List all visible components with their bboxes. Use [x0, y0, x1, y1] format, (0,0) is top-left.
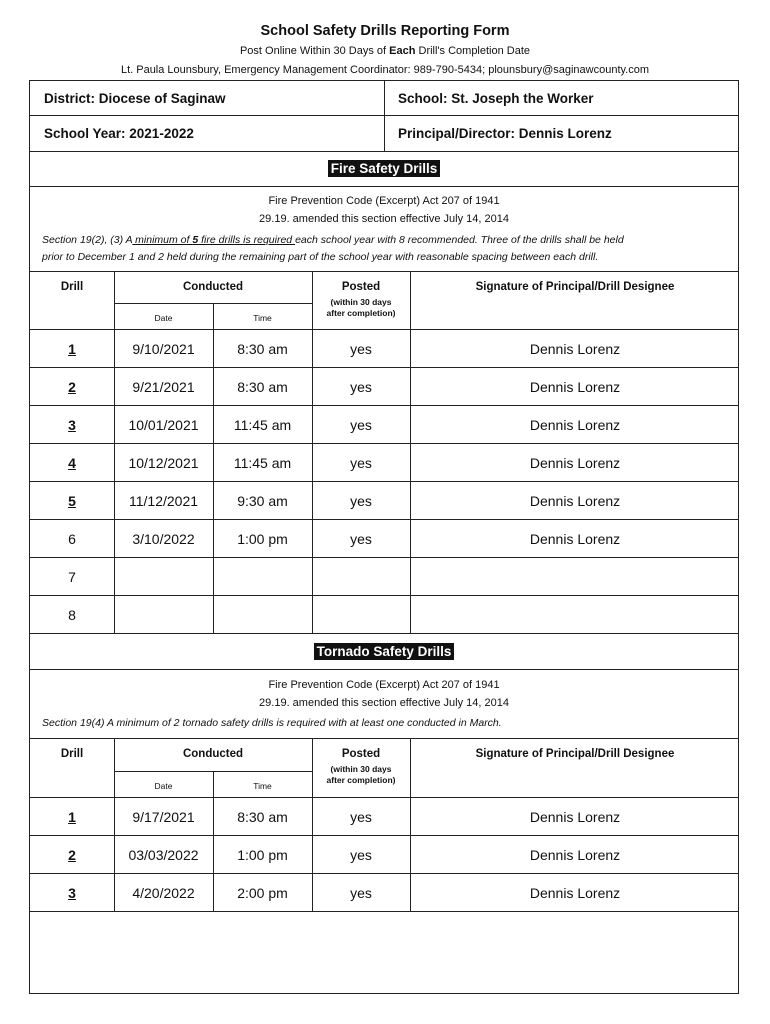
fire-row-signature: Dennis Lorenz — [529, 455, 621, 471]
fire-row-posted: yes — [350, 531, 372, 547]
tornado-row-time: 1:00 pm — [237, 847, 288, 863]
tornado-code-line2: 29.19. amended this section effective July 14, 2014 — [259, 697, 509, 709]
tornado-col-date: Date — [154, 781, 173, 791]
tornado-col-signature: Signature of Principal/Drill Designee — [475, 748, 675, 760]
tornado-row-drill-number: 1 — [68, 809, 76, 825]
fire-row-date: 10/12/2021 — [128, 455, 199, 471]
tornado-row-signature: Dennis Lorenz — [529, 847, 621, 863]
fire-row-drill-number: 3 — [68, 417, 76, 433]
tornado-col-posted: Posted — [341, 748, 381, 760]
coordinator-line: Lt. Paula Lounsbury, Emergency Management Coordinator: 989-790-5434; plounsbury@saginawcounty.com — [120, 64, 650, 76]
form-frame — [29, 80, 739, 994]
fire-row-signature: Dennis Lorenz — [529, 379, 621, 395]
fire-col-posted: Posted — [341, 281, 381, 293]
fire-row-date: 9/21/2021 — [132, 379, 195, 395]
tornado-col-conducted: Conducted — [182, 748, 244, 760]
fire-row-signature: Dennis Lorenz — [529, 417, 621, 433]
fire-row-time: 8:30 am — [237, 341, 288, 357]
fire-col-drill: Drill — [60, 281, 84, 293]
fire-row-posted: yes — [350, 379, 372, 395]
fire-row-signature: Dennis Lorenz — [529, 341, 621, 357]
tornado-row-drill-number: 3 — [68, 885, 76, 901]
fire-row-posted: yes — [350, 417, 372, 433]
fire-code-line2: 29.19. amended this section effective July 14, 2014 — [259, 213, 509, 225]
fire-row-time: 1:00 pm — [237, 531, 288, 547]
fire-row-drill-number: 5 — [68, 493, 76, 509]
fire-row-time: 9:30 am — [237, 493, 288, 509]
tornado-section-title: Tornado Safety Drills — [30, 643, 738, 661]
fire-col-posted-note: (within 30 days after completion) — [326, 297, 396, 318]
tornado-row-date: 4/20/2022 — [132, 885, 195, 901]
principal-field: Principal/Director: Dennis Lorenz — [398, 126, 612, 141]
fire-row-drill-number: 8 — [68, 607, 76, 623]
fire-row-date: 9/10/2021 — [132, 341, 195, 357]
fire-col-time: Time — [253, 313, 272, 323]
fire-row-time: 11:45 am — [233, 417, 292, 433]
tornado-row-date: 03/03/2022 — [128, 847, 199, 863]
fire-row-posted: yes — [350, 455, 372, 471]
fire-section-title: Fire Safety Drills — [30, 160, 738, 178]
tornado-col-posted-note: (within 30 days after completion) — [326, 764, 396, 785]
tornado-note: Section 19(4) A minimum of 2 tornado safety drills is required with at least one conducted in March. — [42, 717, 502, 729]
fire-row-drill-number: 2 — [68, 379, 76, 395]
fire-row-time: 8:30 am — [237, 379, 288, 395]
fire-row-drill-number: 4 — [68, 455, 76, 471]
tornado-row-date: 9/17/2021 — [132, 809, 195, 825]
school-year-field: School Year: 2021-2022 — [44, 126, 194, 141]
fire-row-date: 3/10/2022 — [132, 531, 195, 547]
fire-row-date: 11/12/2021 — [128, 493, 199, 509]
fire-row-drill-number: 7 — [68, 569, 76, 585]
fire-row-signature: Dennis Lorenz — [529, 531, 621, 547]
tornado-col-time: Time — [253, 781, 272, 791]
school-field: School: St. Joseph the Worker — [398, 91, 594, 106]
tornado-row-signature: Dennis Lorenz — [529, 885, 621, 901]
fire-row-posted: yes — [350, 341, 372, 357]
tornado-row-drill-number: 2 — [68, 847, 76, 863]
fire-code-line1: Fire Prevention Code (Excerpt) Act 207 of 1941 — [268, 195, 500, 207]
fire-row-date: 10/01/2021 — [128, 417, 199, 433]
fire-note-line1: Section 19(2), (3) A minimum of 5 fire drills is required each school year with 8 recommended. Three of the drills shall be held — [42, 234, 624, 246]
tornado-col-drill: Drill — [60, 748, 84, 760]
tornado-row-time: 8:30 am — [237, 809, 288, 825]
fire-col-date: Date — [154, 313, 173, 323]
fire-note-line2: prior to December 1 and 2 held during the remaining part of the school year with reasonable spacing between each drill. — [42, 251, 599, 263]
tornado-code-line1: Fire Prevention Code (Excerpt) Act 207 of 1941 — [268, 679, 500, 691]
tornado-row-time: 2:00 pm — [237, 885, 288, 901]
form-subtitle: Post Online Within 30 Days of Each Drill's Completion Date — [239, 45, 531, 57]
fire-row-drill-number: 6 — [68, 531, 76, 547]
fire-col-conducted: Conducted — [182, 281, 244, 293]
district-field: District: Diocese of Saginaw — [44, 91, 226, 106]
fire-row-signature: Dennis Lorenz — [529, 493, 621, 509]
tornado-row-posted: yes — [350, 847, 372, 863]
tornado-row-posted: yes — [350, 885, 372, 901]
tornado-row-signature: Dennis Lorenz — [529, 809, 621, 825]
fire-row-drill-number: 1 — [68, 341, 76, 357]
tornado-row-posted: yes — [350, 809, 372, 825]
fire-row-time: 11:45 am — [233, 455, 292, 471]
form-title: School Safety Drills Reporting Form — [260, 23, 510, 39]
fire-col-signature: Signature of Principal/Drill Designee — [475, 281, 675, 293]
fire-row-posted: yes — [350, 493, 372, 509]
